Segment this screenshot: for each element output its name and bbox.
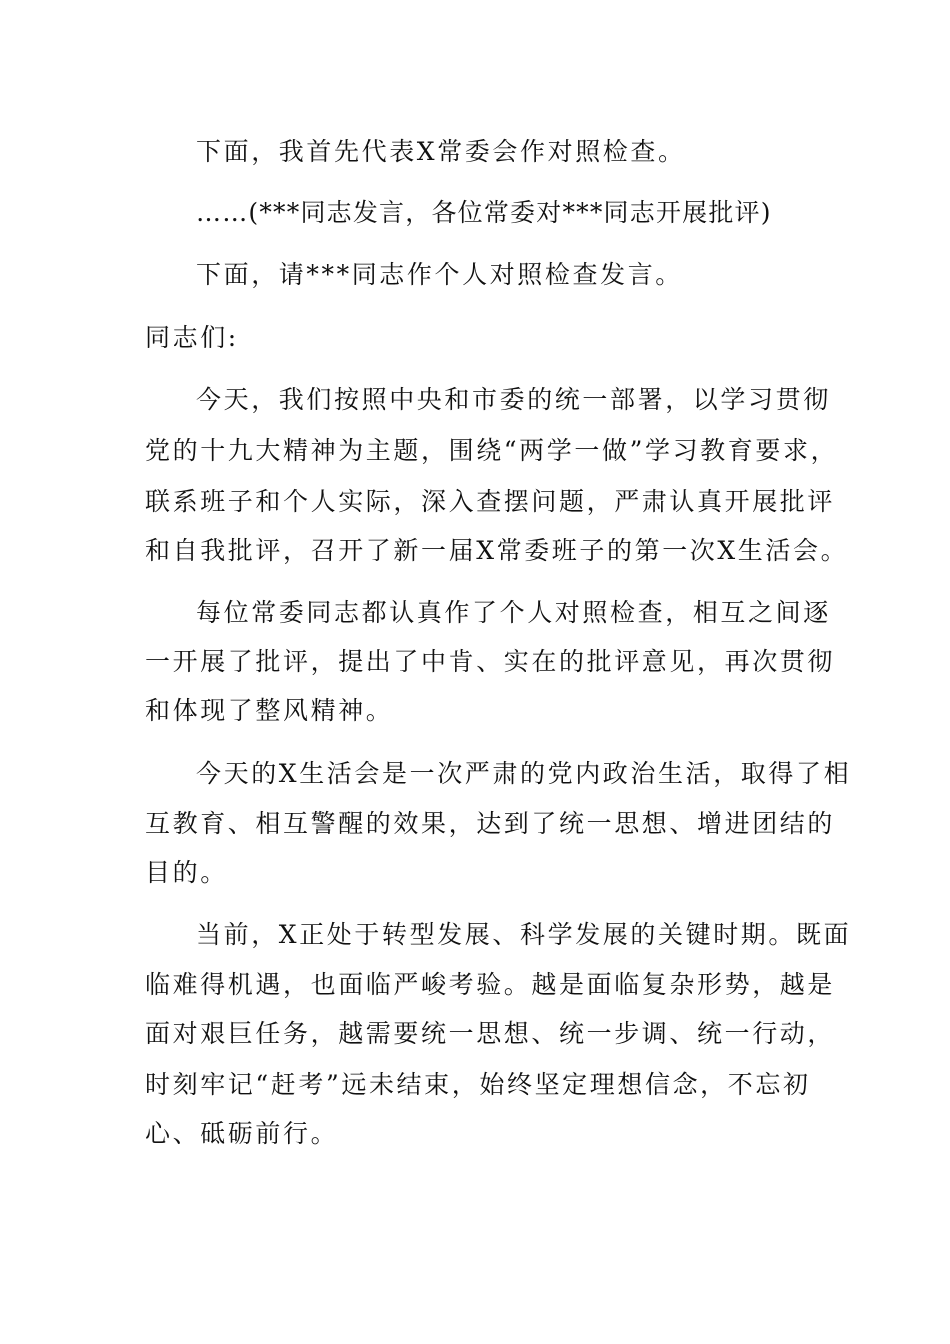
text-line: 心、砥砺前行。 xyxy=(145,1119,339,1148)
text-line: 今天，我们按照中央和市委的统一部署，以学习贯彻 xyxy=(196,385,831,414)
text-line: 时刻牢记“赶考”远未结束，始终坚定理想信念，不忘初 xyxy=(145,1070,811,1099)
text-line: 临难得机遇，也面临严峻考验。越是面临复杂形势，越是 xyxy=(145,970,836,999)
text-line: 和体现了整风精神。 xyxy=(145,696,394,725)
text-line: 联系班子和个人实际，深入查摆问题，严肃认真开展批评 xyxy=(145,487,836,516)
text-line: 和自我批评，召开了新一届X常委班子的第一次X生活会。 xyxy=(145,536,849,565)
text-line: 当前，X正处于转型发展、科学发展的关键时期。既面 xyxy=(196,920,852,949)
text-line: 今天的X生活会是一次严肃的党内政治生活，取得了相 xyxy=(196,759,852,788)
text-line: 党的十九大精神为主题，围绕“两学一做”学习教育要求， xyxy=(145,436,839,465)
text-line: 同志们: xyxy=(145,323,239,352)
text-line: 下面，请***同志作个人对照检查发言。 xyxy=(196,260,683,289)
text-line: 互教育、相互警醒的效果，达到了统一思想、增进团结的 xyxy=(145,809,836,838)
text-line: 每位常委同志都认真作了个人对照检查，相互之间逐 xyxy=(196,598,831,627)
text-line: 目的。 xyxy=(145,858,228,887)
text-line: ……(***同志发言，各位常委对***同志开展批评) xyxy=(196,198,772,227)
text-line: 下面，我首先代表X常委会作对照检查。 xyxy=(196,137,686,166)
text-line: 面对艰巨任务，越需要统一思想、统一步调、统一行动， xyxy=(145,1019,836,1048)
text-line: 一开展了批评，提出了中肯、实在的批评意见，再次贯彻 xyxy=(145,647,836,676)
